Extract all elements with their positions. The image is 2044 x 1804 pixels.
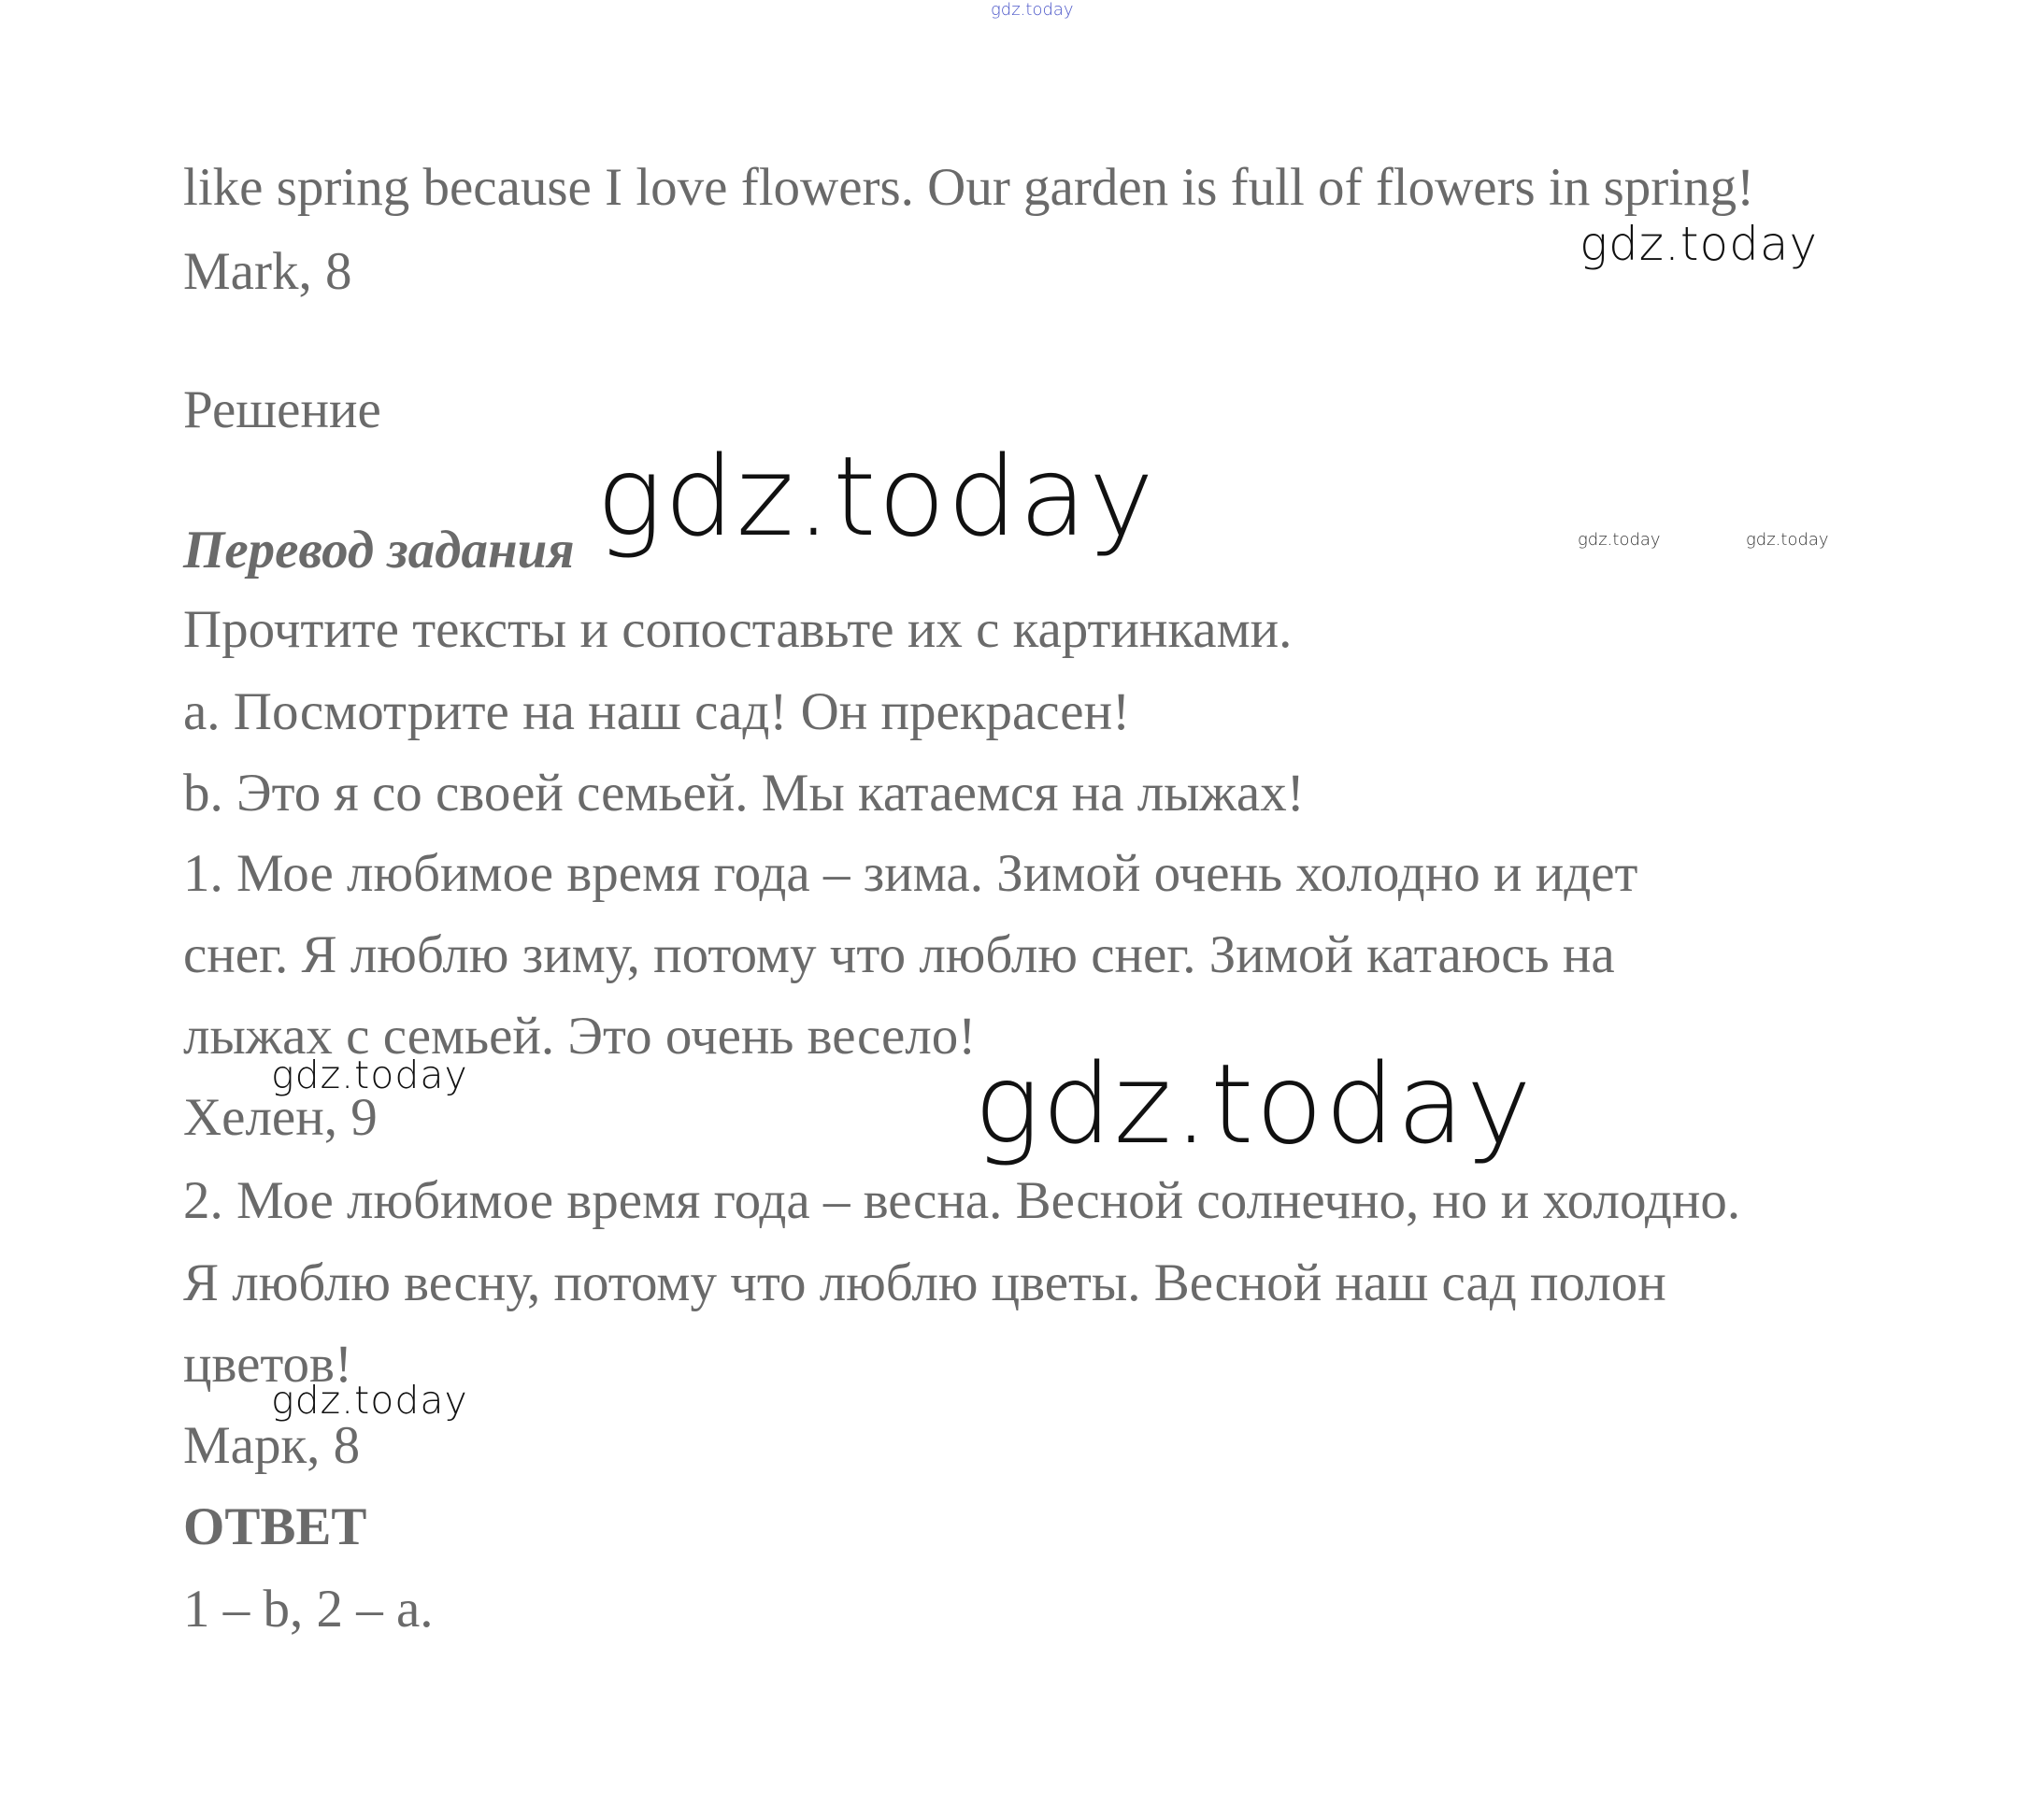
translation-heading: Перевод задания: [183, 521, 575, 580]
translation-line-6: лыжах с семьей. Это очень весело!: [183, 1007, 977, 1066]
answer-heading: ОТВЕТ: [183, 1497, 367, 1556]
watermark-lower-small: gdz.today: [271, 1378, 468, 1423]
answer-text: 1 – b, 2 – a.: [183, 1580, 434, 1639]
translation-line-8: 2. Мое любимое время года – весна. Весной солнечно, но и холодно.: [183, 1171, 1741, 1230]
watermark-right-upper: gdz.today: [1579, 217, 1819, 271]
translation-line-7: Хелен, 9: [183, 1088, 378, 1147]
translation-line-3: b. Это я со своей семьей. Мы катаемся на лыжах!: [183, 764, 1305, 823]
watermark-top: gdz.today: [991, 0, 1074, 20]
translation-line-2: a. Посмотрите на наш сад! Он прекрасен!: [183, 682, 1131, 741]
translation-line-9: Я люблю весну, потому что люблю цветы. Весной наш сад полон: [183, 1253, 1666, 1312]
solution-label: Решение: [183, 380, 381, 439]
watermark-tiny-right: gdz.today: [1746, 530, 1829, 550]
watermark-middle-small: gdz.today: [271, 1052, 468, 1097]
translation-line-1: Прочтите тексты и сопоставьте их с картинками.: [183, 600, 1293, 659]
translation-line-11: Марк, 8: [183, 1416, 361, 1475]
translation-line-10: цветов!: [183, 1335, 352, 1394]
text-line-english-2: Mark, 8: [183, 242, 352, 301]
translation-line-5: снег. Я люблю зиму, потому что люблю снег. Зимой катаюсь на: [183, 925, 1615, 984]
watermark-middle-large: gdz.today: [974, 1039, 1534, 1168]
watermark-heading-large: gdz.today: [596, 432, 1156, 561]
text-line-english-1: like spring because I love flowers. Our garden is full of flowers in spring!: [183, 158, 1755, 217]
translation-line-4: 1. Мое любимое время года – зима. Зимой очень холодно и идет: [183, 844, 1638, 903]
watermark-tiny-left: gdz.today: [1578, 530, 1661, 550]
